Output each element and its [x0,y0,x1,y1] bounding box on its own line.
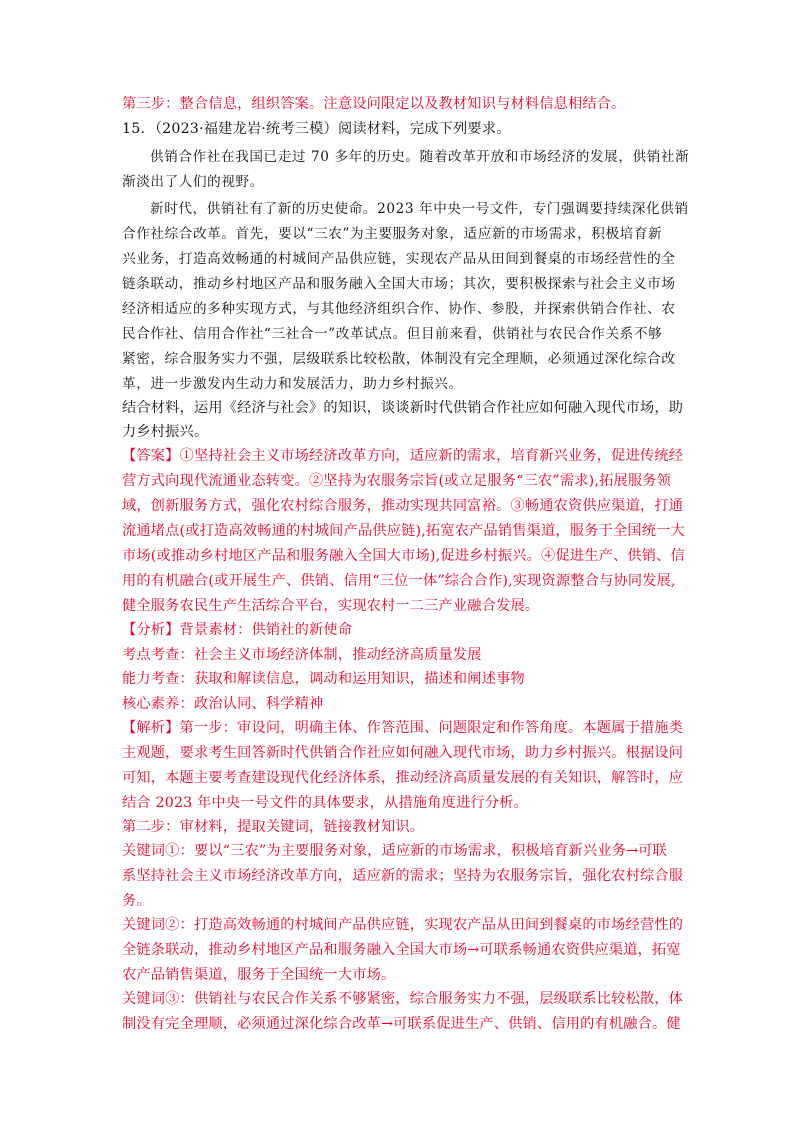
step3-text: 第三步：整合信息，组织答案。注意设问限定以及教材知识与材料信息相结合。 [122,96,626,112]
keyword2-line3: 农产品销售渠道，服务于全国统一大市场。 [122,967,396,983]
question-prompt-line1: 结合材料，运用《经济与社会》的知识，谈谈新时代供销合作社应如何融入现代市场，助 [122,400,684,416]
keyword1-line3: 务。 [122,893,151,909]
keyword3-line1: 关键词③：供销社与农民合作关系不够紧密，综合服务实力不强，层级联系比较松散，体 [122,991,684,1007]
answer-line1: 【答案】①坚持社会主义市场经济改革方向，适应新的需求，培育新兴业务，促进传统经 [122,448,684,464]
step2-text: 第二步：审材料，提取关键词，链接教材知识。 [122,819,425,835]
answer-line7: 健全服务农民生产生活综合平台，实现农村一二三产业融合发展。 [122,598,540,614]
question-header: 15．（2023·福建龙岩·统考三模）阅读材料，完成下列要求。 [122,121,511,137]
material-para2-line3: 兴业务，打造高效畅通的村城间产品供应链，实现农产品从田间到餐桌的市场经营性的全 [122,251,676,267]
material-para2-line4: 链条联动，推动乡村地区产品和服务融入全国大市场；其次，要积极探索与社会主义市场 [122,276,676,292]
material-para2-line6: 民合作社、信用合作社“三社合一”改革试点。但目前来看，供销社与农民合作关系不够 [122,326,663,342]
analysis-exam-point: 考点考查：社会主义市场经济体制，推动经济高质量发展 [122,647,482,663]
keyword1-line1: 关键词①：要以“三农”为主要服务对象，适应新的市场需求，积极培育新兴业务→可联 [122,843,667,859]
keyword3-line2: 制没有完全理顺，必须通过深化综合改革→可联系促进生产、供销、信用的有机融合。健 [122,1016,681,1032]
analysis-literacy: 核心素养：政治认同、科学精神 [122,696,324,712]
answer-line4: 流通堵点(或打造高效畅通的村城间产品供应链),拓宽农产品销售渠道，服务于全国统一大 [122,523,685,539]
material-para2-line7: 紧密，综合服务实力不强，层级联系比较松散，体制没有完全理顺，必须通过深化综合改 [122,351,676,367]
material-para2-line8: 革，进一步激发内生动力和发展活力，助力乡村振兴。 [122,376,463,392]
answer-line3: 域，创新服务方式，强化农村综合服务，推动实现共同富裕。③畅通农资供应渠道，打通 [122,498,684,514]
explanation-line3: 可知，本题主要考查建设现代化经济体系，推动经济高质量发展的有关知识，解答时，应 [122,770,684,786]
material-para2-line5: 经济相适应的多种实现方式，与其他经济组织合作、协作、参股，并探索供销合作社、农 [122,301,676,317]
material-para2-line2: 合作社综合改革。首先，要以“三农”为主要服务对象，适应新的市场需求，积极培育新 [122,226,663,242]
answer-line5: 市场(或推动乡村地区产品和服务融入全国大市场),促进乡村振兴。④促进生产、供销、信 [122,548,685,564]
analysis-ability: 能力考查：获取和解读信息，调动和运用知识，描述和阐述事物 [122,671,525,687]
explanation-line2: 主观题，要求考生回答新时代供销合作社应如何融入现代市场，助力乡村振兴。根据设问 [122,745,684,761]
answer-line2: 营方式向现代流通业态转变。②坚持为农服务宗旨(或立足服务“三农”需求),拓展服务领 [122,473,672,489]
question-prompt-line2: 力乡村振兴。 [122,424,209,440]
keyword2-line1: 关键词②：打造高效畅通的村城间产品供应链，实现农产品从田间到餐桌的市场经营性的 [122,917,684,933]
material-para2-line1: 新时代，供销社有了新的历史使命。2023 年中央一号文件，专门强调要持续深化供销 [150,201,689,217]
keyword2-line2: 全链条联动，推动乡村地区产品和服务融入全国大市场→可联系畅通农资供应渠道，拓宽 [122,942,681,958]
explanation-line1: 【解析】第一步：审设问，明确主体、作答范围、问题限定和作答角度。本题属于措施类 [122,720,684,736]
answer-line6: 用的有机融合(或开展生产、供销、信用“三位一体”综合合作),实现资源整合与协同发展, [122,573,676,589]
analysis-background: 【分析】背景素材：供销社的新使命 [122,622,353,638]
explanation-line4: 结合 2023 年中央一号文件的具体要求，从措施角度进行分析。 [122,795,529,811]
material-para1-line2: 渐淡出了人们的视野。 [122,174,264,190]
material-para1-line1: 供销合作社在我国已走过 70 多年的历史。随着改革开放和市场经济的发展，供销社渐 [150,149,690,165]
keyword1-line2: 系坚持社会主义市场经济改革方向，适应新的需求；坚持为农服务宗旨，强化农村综合服 [122,868,684,884]
